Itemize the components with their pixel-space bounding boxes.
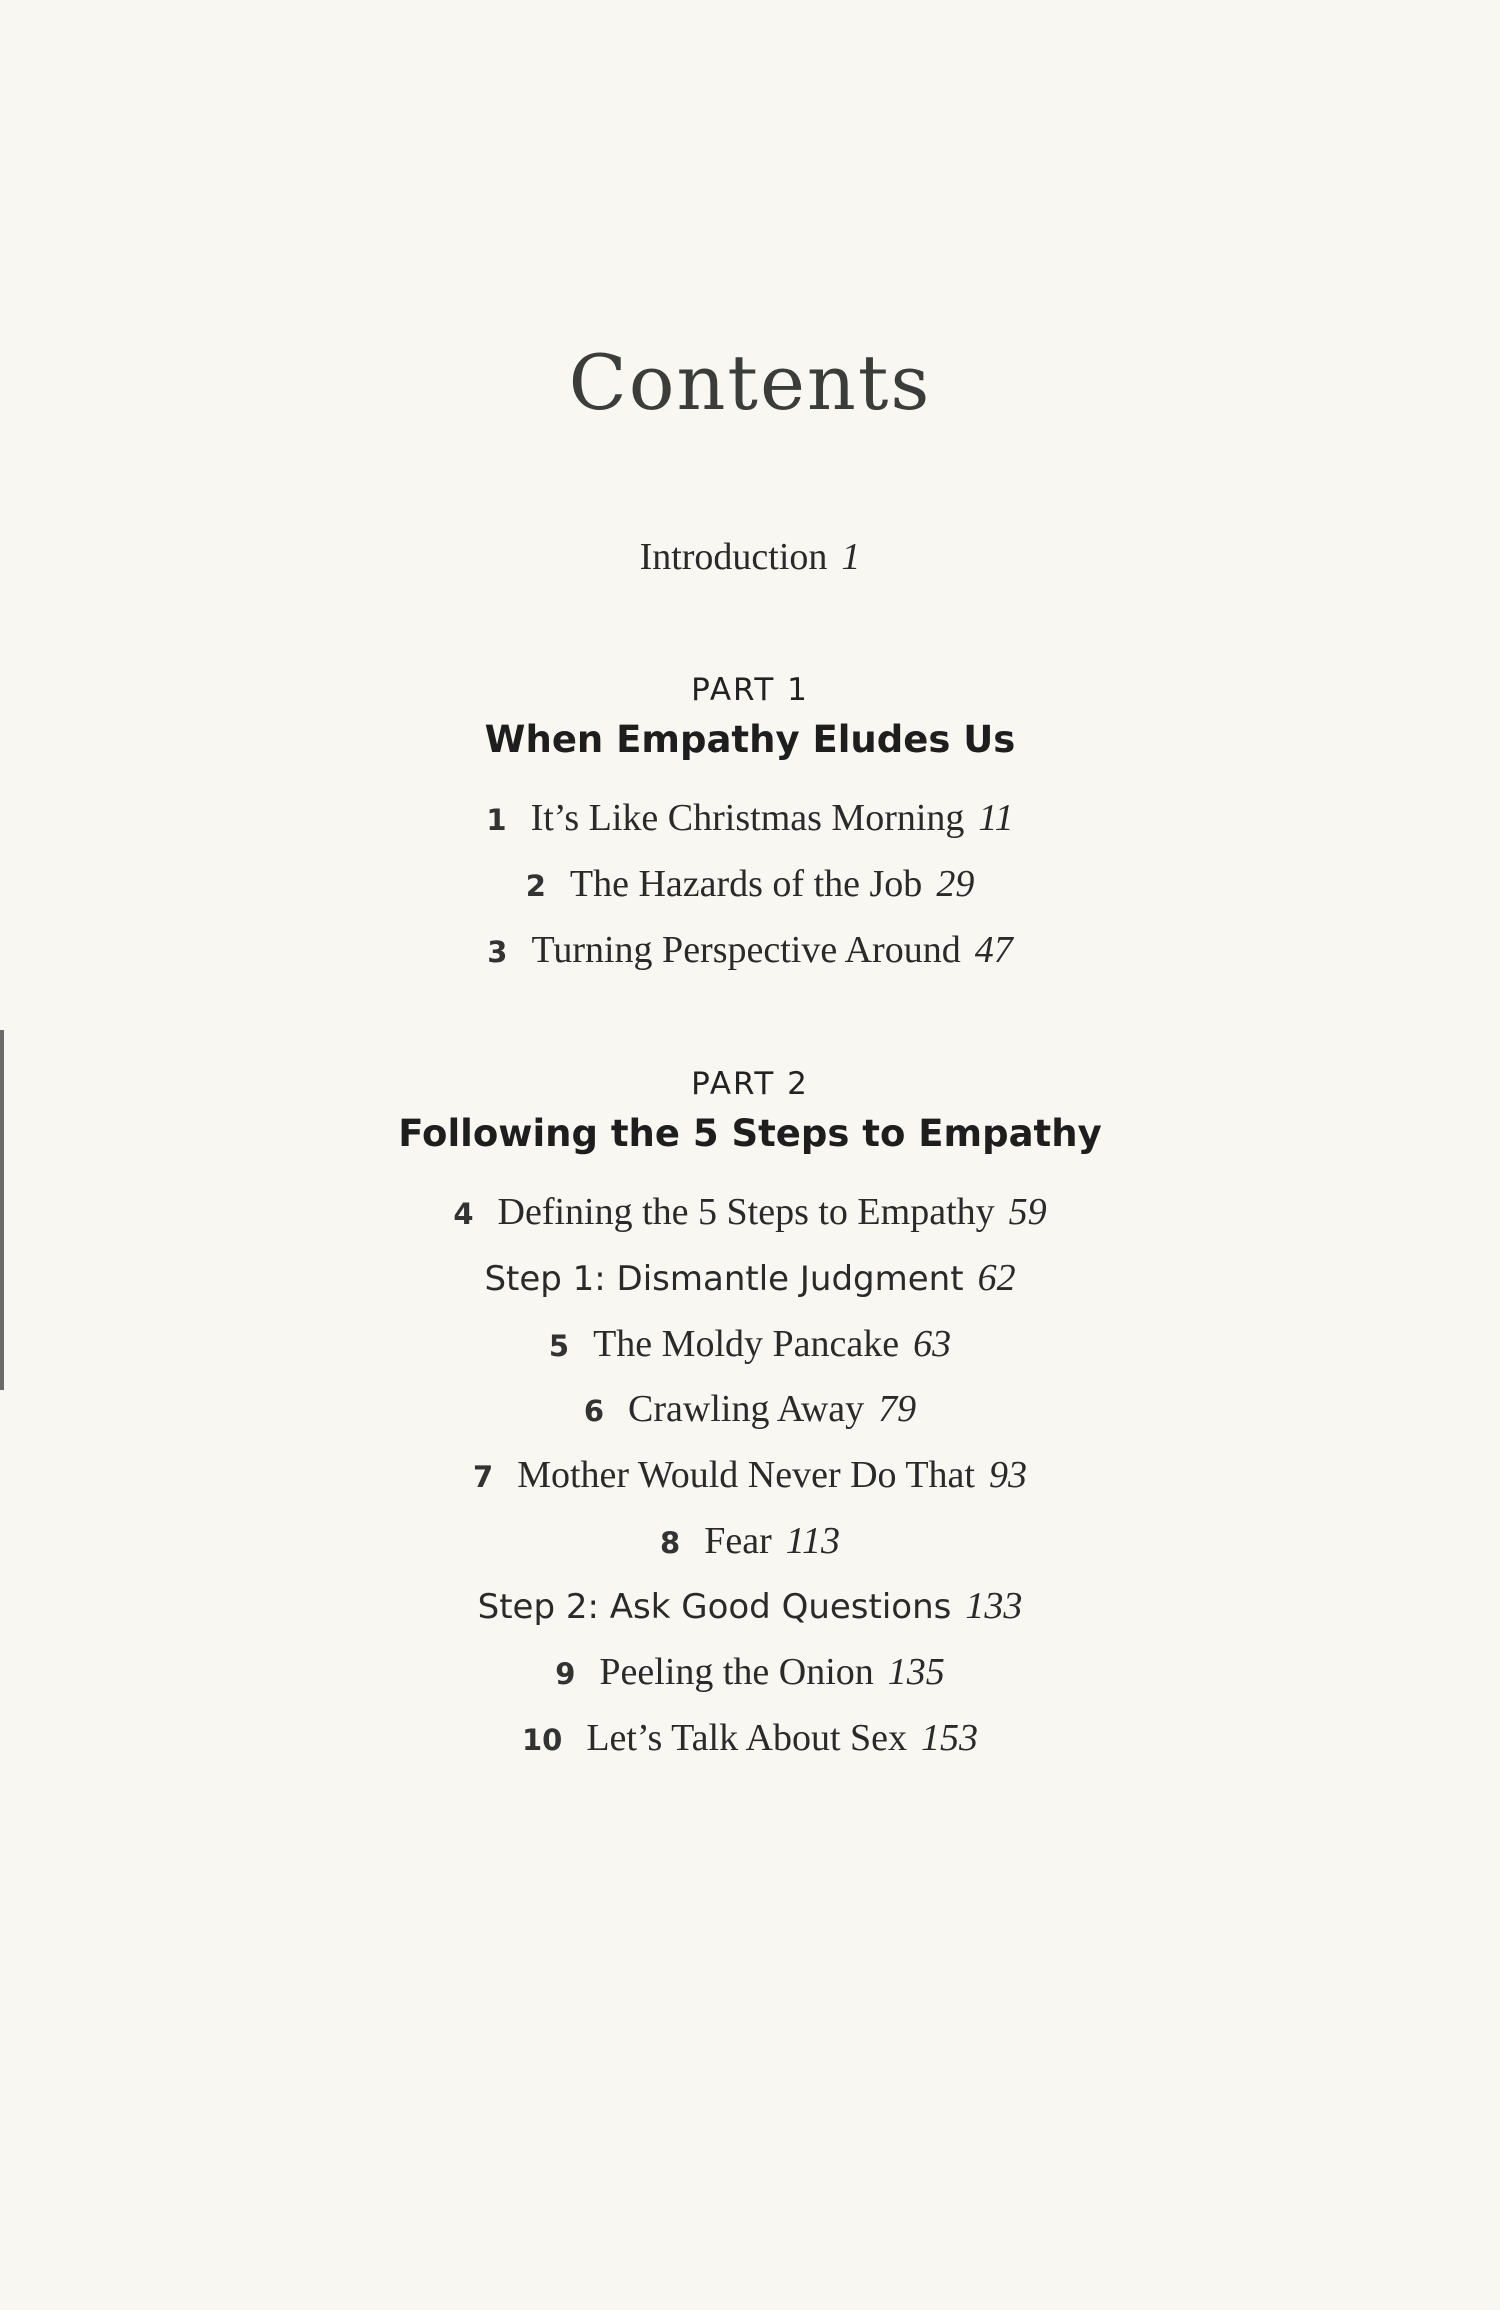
part-1-label: PART 1 xyxy=(691,672,809,708)
chapter-number: 6 xyxy=(583,1394,605,1428)
entry-label: Defining the 5 Steps to Empathy xyxy=(497,1191,995,1233)
toc-entry-chapter-6[interactable] xyxy=(0,1387,1500,1431)
entry-page-number: 153 xyxy=(921,1717,979,1759)
part-1-title: When Empathy Eludes Us xyxy=(484,718,1016,761)
entry-page-number: 113 xyxy=(785,1520,840,1562)
entry-label: Introduction xyxy=(639,536,828,578)
entry-page-number: 59 xyxy=(1008,1191,1047,1233)
entry-label: Peeling the Onion xyxy=(599,1651,874,1693)
entry-page-number: 29 xyxy=(936,863,975,905)
entry-page-number: 93 xyxy=(988,1454,1027,1496)
entry-page-number: 47 xyxy=(974,929,1013,971)
part-2-title: Following the 5 Steps to Empathy xyxy=(398,1112,1102,1155)
toc-entry-chapter-5[interactable] xyxy=(0,1322,1500,1366)
entry-page-number: 133 xyxy=(965,1585,1023,1627)
entry-page-number: 79 xyxy=(878,1388,917,1430)
page-title: Contents xyxy=(568,338,932,427)
chapter-number: 1 xyxy=(486,803,507,837)
entry-label: Let’s Talk About Sex xyxy=(586,1717,908,1759)
entry-label: Mother Would Never Do That xyxy=(517,1454,975,1496)
entry-label: The Hazards of the Job xyxy=(569,863,923,905)
chapter-number: 9 xyxy=(555,1657,576,1691)
entry-label: Crawling Away xyxy=(628,1388,865,1430)
part-2-label: PART 2 xyxy=(691,1066,809,1102)
toc-entry-chapter-7[interactable] xyxy=(0,1453,1500,1497)
toc-entry-chapter-10[interactable] xyxy=(0,1716,1500,1760)
toc-entry-chapter-3[interactable] xyxy=(0,928,1500,972)
step-label: Step 2: Ask Good Questions xyxy=(477,1587,952,1627)
entry-page-number: 135 xyxy=(887,1651,945,1693)
toc-entry-chapter-9[interactable] xyxy=(0,1650,1500,1694)
toc-entry-chapter-2[interactable] xyxy=(0,862,1500,906)
toc-entry-step-2[interactable] xyxy=(0,1584,1500,1628)
step-label: Step 1: Dismantle Judgment xyxy=(484,1259,964,1299)
entry-label: It’s Like Christmas Morning xyxy=(530,797,965,839)
chapter-number: 3 xyxy=(487,935,508,969)
toc-entry-introduction[interactable] xyxy=(0,535,1500,579)
entry-page-number: 62 xyxy=(977,1257,1016,1299)
chapter-number: 4 xyxy=(453,1197,474,1231)
chapter-number: 10 xyxy=(521,1723,563,1757)
toc-entry-chapter-1[interactable] xyxy=(0,796,1500,840)
chapter-number: 8 xyxy=(660,1526,681,1560)
entry-label: Turning Perspective Around xyxy=(531,929,961,971)
entry-page-number: 11 xyxy=(978,797,1014,839)
chapter-number: 7 xyxy=(473,1460,494,1494)
entry-label: The Moldy Pancake xyxy=(593,1323,900,1365)
entry-page-number: 1 xyxy=(841,536,861,578)
toc-entry-chapter-4[interactable] xyxy=(0,1190,1500,1234)
entry-page-number: 63 xyxy=(913,1323,952,1365)
entry-label: Fear xyxy=(704,1520,772,1562)
chapter-number: 2 xyxy=(525,869,546,903)
toc-entry-step-1[interactable] xyxy=(0,1256,1500,1300)
chapter-number: 5 xyxy=(548,1329,570,1363)
toc-entry-chapter-8[interactable] xyxy=(0,1519,1500,1563)
